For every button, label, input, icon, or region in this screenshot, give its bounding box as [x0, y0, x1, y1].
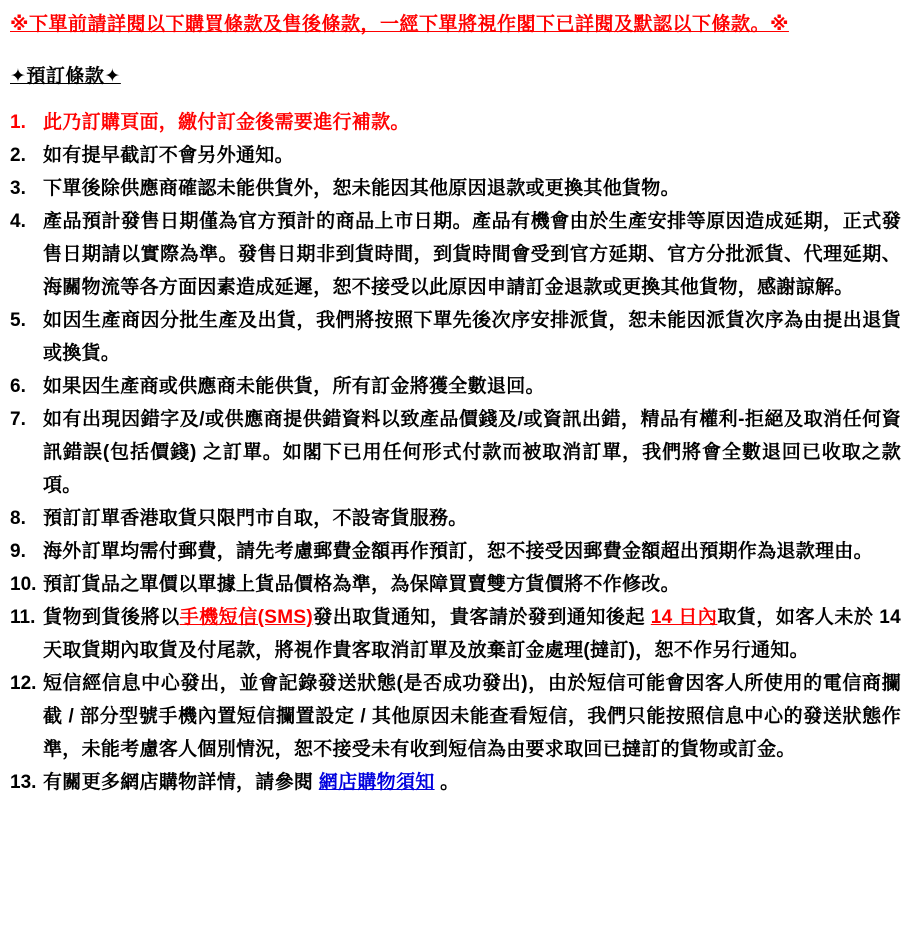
term-text: [43, 205, 901, 304]
term-number: 10.: [10, 574, 37, 595]
term-number: 6.: [10, 376, 26, 397]
term-number: 12.: [10, 673, 37, 694]
term-item: [10, 172, 901, 205]
term-item: [10, 667, 901, 766]
term-item: [10, 601, 901, 667]
term-number: 3.: [10, 178, 26, 199]
term-item: [10, 766, 901, 799]
terms-header: ※下單前請詳閱以下購買條款及售後條款，一經下單將視作閣下已詳閱及默認以下條款。※: [10, 14, 789, 35]
term-text: [43, 370, 901, 403]
term-number: 13.: [10, 772, 37, 793]
term-text: [43, 106, 901, 139]
term-text-segment: 短信經信息中心發出，並會記錄發送狀態(是否成功發出)，由於短信可能會因客人所使用的電信商攔截 / 部分型號手機內置短信攔置設定 / 其他原因未能查看短信，我們只能按照信息中心的發送狀態作準，未能考慮客人個別情況，恕不接受未有收到短信為由要求取回已撻訂的貨物或訂金。: [43, 673, 901, 760]
pickup-deadline-highlight: 14 日內: [650, 607, 718, 628]
term-text: [43, 502, 901, 535]
term-text: [43, 568, 901, 601]
term-text-segment: 下單後除供應商確認未能供貨外，恕未能因其他原因退款或更換其他貨物。: [43, 178, 680, 199]
term-text-segment: 海外訂單均需付郵費，請先考慮郵費金額再作預訂，恕不接受因郵費金額超出預期作為退款理由。: [43, 541, 873, 562]
term-text: [43, 403, 901, 502]
term-number: 11.: [10, 607, 36, 628]
term-number: 8.: [10, 508, 26, 529]
term-number: 9.: [10, 541, 26, 562]
sms-highlight: 手機短信(SMS): [179, 607, 313, 628]
section-title-preorder-terms: ✦預訂條款✦: [10, 66, 121, 87]
term-number: 4.: [10, 211, 26, 232]
term-text-segment: 如有出現因錯字及/或供應商提供錯資料以致產品價錢及/或資訊出錯，精品有權利-拒絕及取消任何資訊錯誤(包括價錢) 之訂單。如閣下已用任何形式付款而被取消訂單，我們將會全數退回已收取之款項。: [43, 409, 901, 496]
term-text: [43, 601, 901, 667]
term-text-segment: 發出取貨通知，貴客請於發到通知後起: [313, 607, 651, 628]
term-item: [10, 370, 901, 403]
page-root: [10, 8, 901, 799]
term-item: [10, 139, 901, 172]
term-text: [43, 172, 901, 205]
term-number: 7.: [10, 409, 26, 430]
term-text-segment: 產品預計發售日期僅為官方預計的商品上市日期。產品有機會由於生產安排等原因造成延期，正式發售日期請以實際為準。發售日期非到貨時間，到貨時間會受到官方延期、官方分批派貨、代理延期、海關物流等各方面因素造成延遲，恕不接受以此原因申請訂金退款或更換其他貨物，感謝諒解。: [43, 211, 901, 298]
term-number: 2.: [10, 145, 26, 166]
term-text: [43, 766, 901, 799]
term-text-segment: 預訂訂單香港取貨只限門市自取，不設寄貨服務。: [43, 508, 468, 529]
term-item: [10, 304, 901, 370]
term-text-segment: 此乃訂購頁面，繳付訂金後需要進行補款。: [43, 112, 410, 133]
term-item: [10, 568, 901, 601]
term-text: [43, 139, 901, 172]
term-item: [10, 535, 901, 568]
term-text-segment: 有關更多網店購物詳情，請參閱: [43, 772, 319, 793]
terms-list: [10, 106, 901, 799]
term-text-segment: 如果因生產商或供應商未能供貨，所有訂金將獲全數退回。: [43, 376, 545, 397]
term-number: 5.: [10, 310, 26, 331]
term-item: [10, 403, 901, 502]
term-text: [43, 535, 901, 568]
term-text-segment: 。: [434, 772, 460, 793]
term-text: [43, 304, 901, 370]
term-item: [10, 205, 901, 304]
term-item: [10, 106, 901, 139]
term-item: [10, 502, 901, 535]
term-text-segment: 如有提早截訂不會另外通知。: [43, 145, 294, 166]
term-text-segment: 預訂貨品之單價以單據上貨品價格為準，為保障買賣雙方貨價將不作修改。: [43, 574, 680, 595]
shop-notice-link[interactable]: 網店購物須知: [318, 772, 435, 793]
term-number: 1.: [10, 112, 26, 133]
term-text-segment: 取貨，如客人未於 14 天取貨期內取貨及付尾款，將視作貴客取消訂單及放棄訂金處理(撻訂)，恕不作另行通知。: [43, 607, 901, 661]
term-text: [43, 667, 901, 766]
term-text-segment: 如因生產商因分批生產及出貨，我們將按照下單先後次序安排派貨，恕未能因派貨次序為由提出退貨或換貨。: [43, 310, 901, 364]
term-text-segment: 貨物到貨後將以: [43, 607, 180, 628]
